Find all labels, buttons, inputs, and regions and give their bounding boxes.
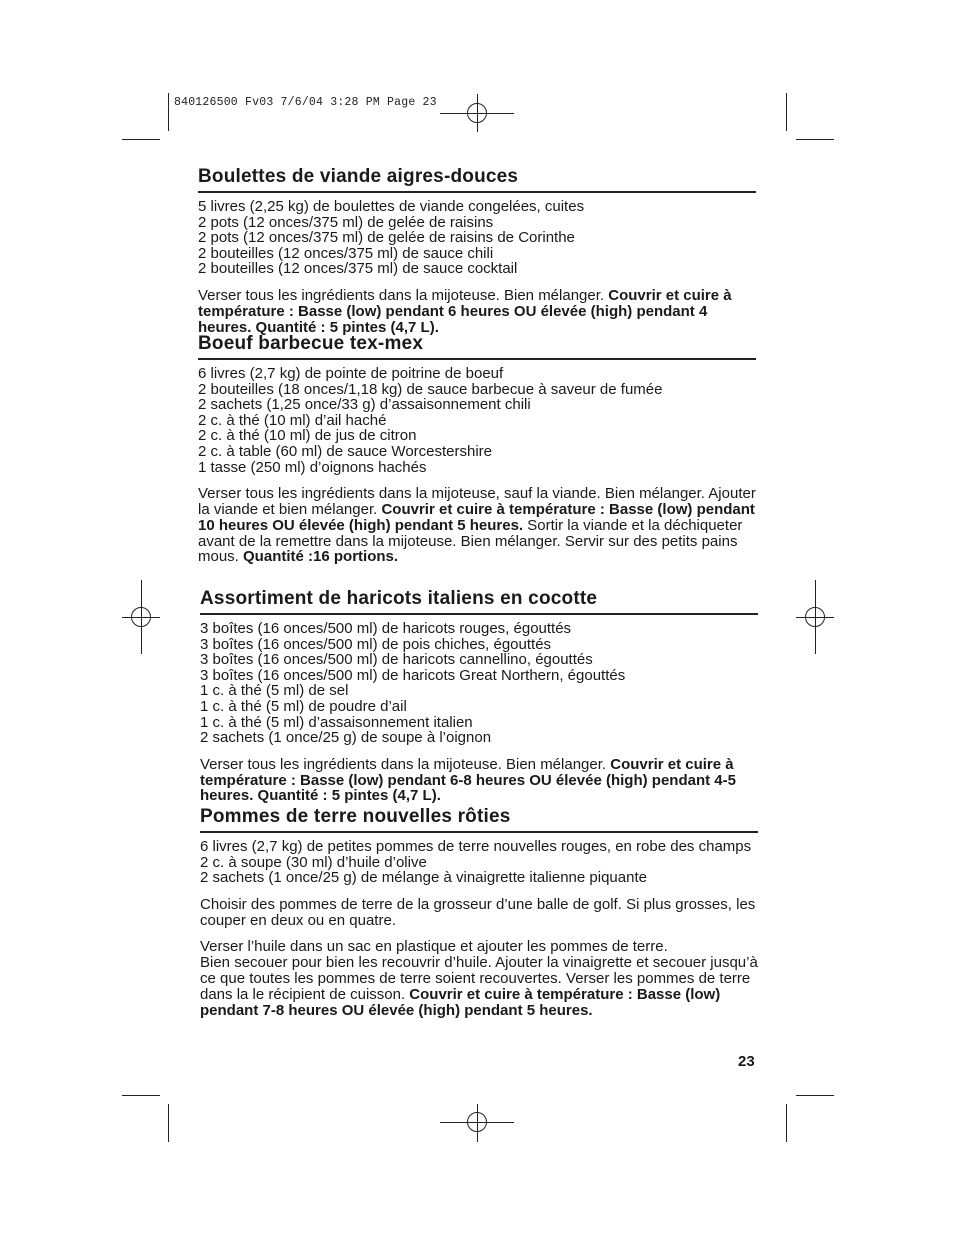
crop-mark-bottom-right-horizontal xyxy=(796,1095,834,1096)
instruction-paragraph xyxy=(200,897,758,929)
ingredient-list xyxy=(200,621,758,746)
ingredient-item: 2 bouteilles (12 onces/375 ml) de sauce cocktail xyxy=(198,260,518,278)
ingredient-item: 3 boîtes (16 onces/500 ml) de haricots Great Northern, égouttés xyxy=(200,666,626,684)
recipe-title: Boulettes de viande aigres-douces xyxy=(198,166,756,193)
ingredient-item: 1 tasse (250 ml) d’oignons hachés xyxy=(198,458,427,476)
recipe-title: Boeuf barbecue tex-mex xyxy=(198,333,756,360)
ingredient-item: 2 sachets (1 once/25 g) de mélange à vinaigrette italienne piquante xyxy=(200,869,647,887)
instruction-paragraph xyxy=(200,757,758,804)
recipe-section xyxy=(198,333,756,565)
crop-mark-top-left-vertical xyxy=(168,93,169,131)
recipe-title: Assortiment de haricots italiens en cocotte xyxy=(200,588,758,615)
ingredient-item: 1 c. à thé (5 ml) de sel xyxy=(200,682,349,700)
ingredient-list xyxy=(198,199,756,277)
text: Sortir la viande et la déchiqueter avant de la remettre dans la mijoteuse. Bien mélanger. Servir sur des petits pains mous. xyxy=(198,516,743,566)
ingredient-item: 2 bouteilles (18 onces/1,18 kg) de sauce barbecue à saveur de fumée xyxy=(198,380,663,398)
instructions xyxy=(198,486,756,565)
ingredient-item: 2 c. à thé (10 ml) d’ail haché xyxy=(198,411,387,429)
instruction-paragraph xyxy=(198,486,756,565)
bold-text: Quantité :16 portions. xyxy=(243,548,399,566)
page-number: 23 xyxy=(738,1053,755,1070)
bold-text: Couvrir et cuire à température : Basse (low) pendant 7-8 heures OU élevée (high) pendant 5 heures. xyxy=(200,985,721,1019)
text: Verser tous les ingrédients dans la mijoteuse, sauf la viande. Bien mélanger. Ajouter la viande et bien mélanger. xyxy=(198,485,756,518)
crop-mark-bottom-right-vertical xyxy=(786,1104,787,1142)
instructions xyxy=(200,757,758,804)
instructions xyxy=(198,288,756,335)
registration-circle xyxy=(131,607,151,627)
recipe-section xyxy=(200,588,758,804)
ingredient-item: 3 boîtes (16 onces/500 ml) de haricots cannellino, égouttés xyxy=(200,651,593,669)
ingredient-item: 3 boîtes (16 onces/500 ml) de pois chiches, égouttés xyxy=(200,635,552,653)
registration-circle xyxy=(467,103,487,123)
instruction-paragraph xyxy=(200,939,758,1018)
ingredient-item: 5 livres (2,25 kg) de boulettes de viande congelées, cuites xyxy=(198,198,585,215)
text: Bien secouer pour bien les recouvrir d’huile. Ajouter la vinaigrette et secouer jusqu’à ce que toutes les pommes de terre soient recouvertes. Verser les pommes de terre dans la le récipient de cuisson. xyxy=(200,954,758,1003)
registration-circle xyxy=(467,1112,487,1132)
ingredient-item: 2 c. à table (60 ml) de sauce Worcestershire xyxy=(198,442,493,460)
text: Verser tous les ingrédients dans la mijoteuse. Bien mélanger. xyxy=(200,755,611,773)
ingredient-item: 3 boîtes (16 onces/500 ml) de haricots rouges, égouttés xyxy=(200,620,572,637)
ingredient-item: 2 c. à soupe (30 ml) d’huile d’olive xyxy=(200,853,427,871)
ingredient-list xyxy=(198,366,756,475)
text: Verser l’huile dans un sac en plastique et ajouter les pommes de terre. xyxy=(200,938,668,956)
crop-mark-bottom-left-vertical xyxy=(168,1104,169,1142)
instruction-paragraph xyxy=(198,288,756,335)
ingredient-item: 1 c. à thé (5 ml) d’assaisonnement italien xyxy=(200,713,473,731)
ingredient-item: 6 livres (2,7 kg) de pointe de poitrine de boeuf xyxy=(198,365,504,382)
ingredient-item: 6 livres (2,7 kg) de petites pommes de terre nouvelles rouges, en robe des champs xyxy=(200,838,752,855)
crop-mark-top-right-horizontal xyxy=(796,139,834,140)
ingredient-item: 2 sachets (1 once/25 g) de soupe à l’oignon xyxy=(200,729,492,747)
print-slug: 840126500 Fv03 7/6/04 3:28 PM Page 23 xyxy=(174,96,437,109)
ingredient-item: 1 c. à thé (5 ml) de poudre d’ail xyxy=(200,697,407,715)
ingredient-item: 2 pots (12 onces/375 ml) de gelée de raisins de Corinthe xyxy=(198,229,575,247)
bold-text: Couvrir et cuire à température : Basse (low) pendant 10 heures OU élevée (high) pendant 5 heures. xyxy=(198,500,755,534)
ingredient-list xyxy=(200,839,758,886)
registration-circle xyxy=(805,607,825,627)
text: Choisir des pommes de terre de la grosseur d’une balle de golf. Si plus grosses, les couper en deux ou en quatre. xyxy=(200,895,756,929)
crop-mark-bottom-left-horizontal xyxy=(122,1095,160,1096)
bold-text: Couvrir et cuire à température : Basse (low) pendant 6-8 heures OU élevée (high) pendant 4-5 heures. Quantité : 5 pintes (4,7 L). xyxy=(200,755,736,805)
recipe-title: Pommes de terre nouvelles rôties xyxy=(200,806,758,833)
recipe-section xyxy=(200,806,758,1018)
instructions xyxy=(200,897,758,1019)
bold-text: Couvrir et cuire à température : Basse (low) pendant 6 heures OU élevée (high) pendant 4 heures. Quantité : 5 pintes (4,7 L). xyxy=(198,286,732,336)
ingredient-item: 2 c. à thé (10 ml) de jus de citron xyxy=(198,427,417,445)
crop-mark-top-right-vertical xyxy=(786,93,787,131)
ingredient-item: 2 sachets (1,25 once/33 g) d’assaisonnement chili xyxy=(198,396,531,414)
crop-mark-top-left-horizontal xyxy=(122,139,160,140)
ingredient-item: 2 pots (12 onces/375 ml) de gelée de raisins xyxy=(198,213,494,231)
recipe-section xyxy=(198,166,756,335)
ingredient-item: 2 bouteilles (12 onces/375 ml) de sauce chili xyxy=(198,244,494,262)
text: Verser tous les ingrédients dans la mijoteuse. Bien mélanger. xyxy=(198,286,609,304)
